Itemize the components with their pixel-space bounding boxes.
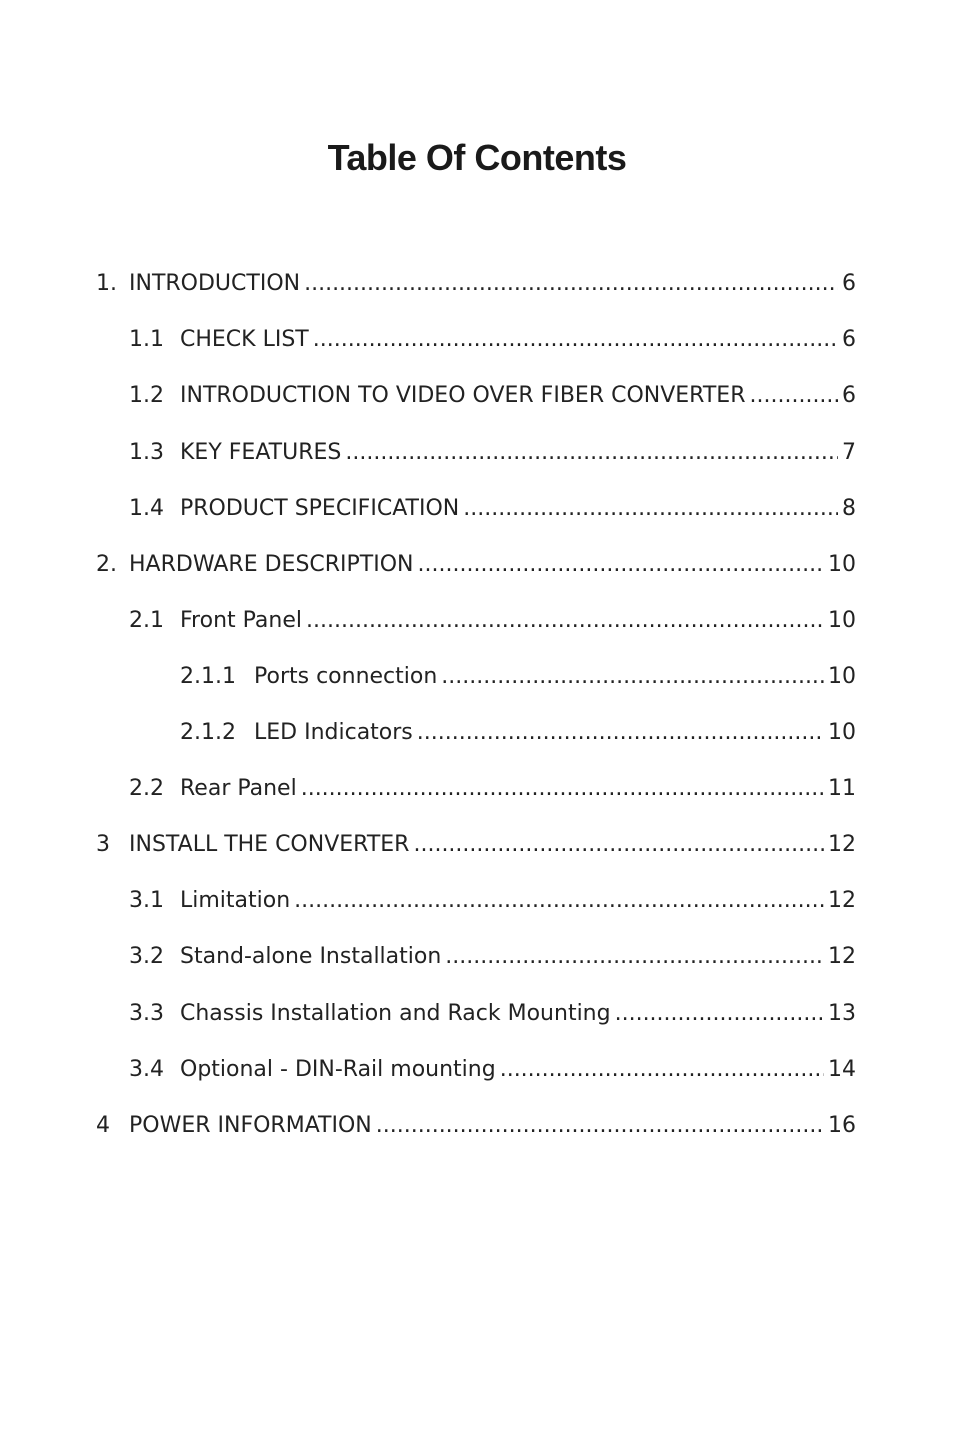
toc-entry-label: CHECK LIST	[180, 327, 309, 352]
toc-entry-page: 8	[842, 496, 856, 521]
toc-entry-page: 10	[828, 664, 856, 689]
toc-dot-leader	[500, 1048, 824, 1092]
toc-dot-leader	[413, 823, 824, 867]
toc-entry-page: 12	[828, 944, 856, 969]
toc-entry-number: 2.1.1	[180, 664, 236, 689]
toc-entry-1-1[interactable]	[129, 318, 856, 362]
toc-dot-leader	[294, 879, 824, 923]
toc-entry-2-1[interactable]	[129, 599, 856, 643]
toc-entry-number: 3.3	[129, 1001, 164, 1026]
toc-entry-page: 11	[828, 776, 856, 801]
toc-entry-page: 10	[828, 720, 856, 745]
toc-entry-page: 16	[828, 1113, 856, 1138]
toc-dot-leader	[445, 935, 824, 979]
toc-entry-label: LED Indicators	[254, 720, 413, 745]
toc-entry-number: 3	[96, 832, 110, 857]
toc-dot-leader	[345, 431, 838, 475]
toc-dot-leader	[304, 262, 838, 306]
toc-entry-number: 2.1	[129, 608, 164, 633]
toc-entry-number: 2.1.2	[180, 720, 236, 745]
toc-entry-1[interactable]	[96, 262, 856, 306]
toc-entry-number: 4	[96, 1113, 110, 1138]
toc-entry-2-1-2[interactable]	[180, 711, 856, 755]
toc-entry-2[interactable]	[96, 543, 856, 587]
toc-entry-page: 12	[828, 832, 856, 857]
toc-dot-leader	[417, 711, 824, 755]
toc-entry-number: 2.	[96, 552, 117, 577]
toc-entry-number: 1.2	[129, 383, 164, 408]
toc-entry-label: INTRODUCTION TO VIDEO OVER FIBER CONVERTER	[180, 383, 746, 408]
toc-entry-1-4[interactable]	[129, 487, 856, 531]
toc-entry-number: 3.4	[129, 1057, 164, 1082]
toc-entry-3-4[interactable]	[129, 1048, 856, 1092]
toc-entry-label: Stand-alone Installation	[180, 944, 442, 969]
toc-entry-page: 10	[828, 552, 856, 577]
toc-entry-page: 6	[842, 383, 856, 408]
toc-entry-number: 1.3	[129, 440, 164, 465]
toc-dot-leader	[441, 655, 824, 699]
toc-entry-number: 1.	[96, 271, 117, 296]
toc-entry-3-3[interactable]	[129, 992, 856, 1036]
toc-entry-2-1-1[interactable]	[180, 655, 856, 699]
toc-entry-page: 6	[842, 271, 856, 296]
toc-dot-leader	[750, 374, 839, 418]
toc-entry-page: 10	[828, 608, 856, 633]
toc-entry-page: 12	[828, 888, 856, 913]
toc-dot-leader	[376, 1104, 824, 1148]
toc-entry-1-2[interactable]	[129, 374, 856, 418]
toc-entry-number: 3.1	[129, 888, 164, 913]
toc-entry-label: Rear Panel	[180, 776, 297, 801]
toc-entry-number: 2.2	[129, 776, 164, 801]
toc-entry-3-1[interactable]	[129, 879, 856, 923]
toc-entry-4[interactable]	[96, 1104, 856, 1148]
toc-dot-leader	[418, 543, 824, 587]
toc-entry-label: PRODUCT SPECIFICATION	[180, 496, 460, 521]
toc-dot-leader	[463, 487, 838, 531]
toc-entry-label: KEY FEATURES	[180, 440, 342, 465]
toc-entry-label: Limitation	[180, 888, 291, 913]
toc-entry-label: INTRODUCTION	[129, 271, 301, 296]
toc-entry-label: Chassis Installation and Rack Mounting	[180, 1001, 611, 1026]
toc-entry-number: 1.4	[129, 496, 164, 521]
toc-entry-3[interactable]	[96, 823, 856, 867]
toc-dot-leader	[306, 599, 824, 643]
toc-entry-page: 13	[828, 1001, 856, 1026]
toc-entry-page: 7	[842, 440, 856, 465]
toc-entry-1-3[interactable]	[129, 431, 856, 475]
toc-entry-page: 6	[842, 327, 856, 352]
toc-entry-label: Optional - DIN-Rail mounting	[180, 1057, 496, 1082]
toc-entry-label: Ports connection	[254, 664, 438, 689]
toc-dot-leader	[301, 767, 824, 811]
toc-entry-label: INSTALL THE CONVERTER	[129, 832, 410, 857]
toc-dot-leader	[615, 992, 824, 1036]
toc-entry-3-2[interactable]	[129, 935, 856, 979]
toc-entry-number: 1.1	[129, 327, 164, 352]
toc-dot-leader	[313, 318, 838, 362]
toc-entry-page: 14	[828, 1057, 856, 1082]
toc-entry-2-2[interactable]	[129, 767, 856, 811]
toc-entry-label: POWER INFORMATION	[129, 1113, 372, 1138]
toc-entry-label: Front Panel	[180, 608, 302, 633]
page-title: Table Of Contents	[327, 137, 627, 178]
toc-entry-number: 3.2	[129, 944, 164, 969]
toc-entry-label: HARDWARE DESCRIPTION	[129, 552, 414, 577]
